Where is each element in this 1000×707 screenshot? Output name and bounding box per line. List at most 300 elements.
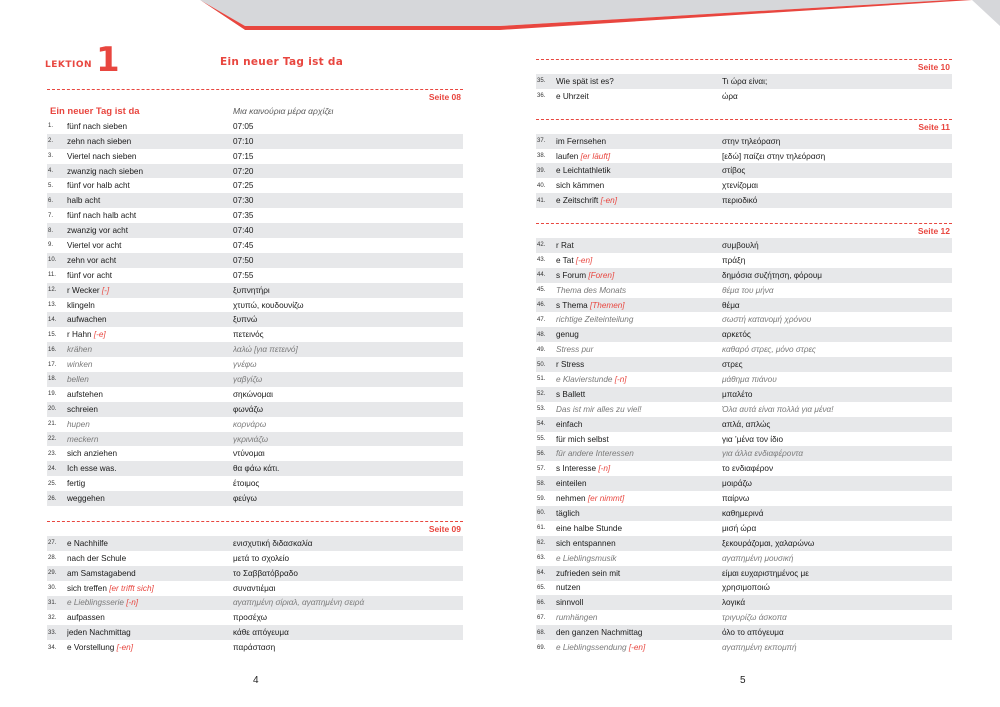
entry-number: 45.	[537, 287, 546, 294]
greek-translation: 07:15	[233, 151, 254, 161]
german-term	[67, 539, 233, 548]
german-term	[67, 643, 233, 652]
vocab-row	[47, 119, 463, 134]
german-word: Ich esse was.	[67, 464, 117, 474]
vocab-row	[536, 298, 952, 313]
german-word: Thema des Monats	[556, 285, 627, 295]
german-term	[67, 196, 233, 205]
greek-translation: φωνάζω	[233, 404, 263, 414]
vocab-row	[536, 610, 952, 625]
german-term	[556, 628, 722, 637]
entry-number: 11.	[48, 272, 56, 279]
greek-translation: στην τηλεόραση	[722, 136, 781, 146]
greek-translation: 07:20	[233, 166, 254, 176]
german-term	[67, 584, 233, 593]
german-word: zwanzig vor acht	[67, 226, 128, 236]
entry-number: 12.	[48, 287, 57, 294]
entry-number: 39.	[537, 167, 546, 174]
entry-number: 23.	[48, 450, 57, 457]
entry-number: 40.	[537, 182, 546, 189]
vocab-row	[536, 89, 952, 104]
german-word: fünf nach halb acht	[67, 211, 137, 221]
entry-number: 31.	[48, 599, 57, 606]
greek-translation: φεύγω	[233, 494, 257, 504]
vocab-row	[536, 253, 952, 268]
greek-translation: πετεινός	[233, 330, 264, 340]
greek-translation: θέμα του μήνα	[722, 285, 774, 295]
entry-number: 5.	[48, 182, 54, 189]
german-term	[556, 166, 722, 175]
greek-translation: ώρα	[722, 91, 738, 101]
german-term	[67, 375, 233, 384]
german-term	[556, 345, 722, 354]
entry-number: 3.	[48, 153, 54, 160]
german-word: r Hahn	[67, 330, 92, 340]
entry-number: 16.	[48, 346, 57, 353]
german-word: richtige Zeiteinteilung	[556, 315, 634, 325]
greek-translation: συμβουλή	[722, 240, 759, 250]
greek-translation: μάθημα πιάνου	[722, 374, 777, 384]
grammar-note: [er trifft sich]	[109, 583, 154, 593]
entry-number: 33.	[48, 629, 57, 636]
greek-translation: λογικά	[722, 598, 746, 608]
vocab-row	[47, 581, 463, 596]
grammar-note: [-en]	[600, 196, 617, 206]
grammar-note: [-n]	[126, 598, 139, 608]
greek-translation: μισή ώρα	[722, 523, 757, 533]
vocab-row	[536, 640, 952, 655]
greek-translation: [εδώ] παίζει στην τηλεόραση	[722, 151, 826, 161]
entry-number: 62.	[537, 540, 546, 547]
greek-translation: ξεκουράζομαι, χαλαρώνω	[722, 538, 815, 548]
vocab-row	[47, 178, 463, 193]
german-word: hupen	[67, 419, 90, 429]
entry-number: 6.	[48, 197, 54, 204]
entry-number: 20.	[48, 406, 57, 413]
german-word: Viertel vor acht	[67, 240, 122, 250]
german-term	[67, 241, 233, 250]
grammar-note: [er nimmt]	[587, 494, 625, 504]
vocab-row	[536, 372, 952, 387]
vocab-row	[536, 268, 952, 283]
greek-translation: λαλώ [για πετεινό]	[233, 345, 298, 355]
vocab-row	[47, 491, 463, 506]
german-word: jeden Nachmittag	[67, 628, 131, 638]
german-word: zwanzig nach sieben	[67, 166, 144, 176]
greek-translation: μπαλέτο	[722, 389, 753, 399]
german-word: e Vorstellung	[67, 643, 115, 653]
german-term	[67, 598, 233, 607]
vocab-row	[536, 506, 952, 521]
entry-number: 41.	[537, 197, 546, 204]
entry-number: 50.	[537, 361, 546, 368]
german-term	[67, 301, 233, 310]
german-word: sinnvoll	[556, 598, 584, 608]
greek-translation: καθαρό στρες, μόνο στρες	[722, 345, 816, 355]
entry-number: 29.	[48, 570, 57, 577]
entry-number: 38.	[537, 153, 546, 159]
vocab-row	[536, 163, 952, 178]
greek-translation: δημόσια συζήτηση, φόρουμ	[722, 270, 823, 280]
vocab-row	[47, 610, 463, 625]
greek-translation: παίρνω	[722, 494, 750, 504]
german-term	[556, 390, 722, 399]
entry-number: 1.	[48, 123, 54, 130]
greek-translation: είμαι ευχαριστημένος με	[722, 568, 809, 578]
greek-translation: ντύνομαι	[233, 449, 265, 459]
grammar-note: [-n]	[614, 374, 627, 384]
german-word: nach der Schule	[67, 553, 127, 563]
entry-number: 28.	[48, 555, 57, 562]
german-word: e Lieblingssendung	[556, 643, 627, 652]
vocab-row	[536, 312, 952, 327]
german-term	[556, 509, 722, 518]
entry-number: 42.	[537, 242, 546, 249]
vocab-row	[47, 461, 463, 476]
german-term	[556, 524, 722, 533]
german-word: e Uhrzeit	[556, 91, 589, 101]
title-german: Ein neuer Tag ist da	[50, 105, 140, 117]
german-word: nutzen	[556, 583, 581, 593]
section-spacer	[536, 208, 952, 223]
german-word: den ganzen Nachmittag	[556, 628, 643, 638]
section-heading: Seite 10	[536, 59, 952, 74]
vocab-row	[536, 521, 952, 536]
vocab-row	[47, 625, 463, 640]
greek-translation: για ’μένα τον ίδιο	[722, 434, 783, 444]
german-term	[556, 405, 722, 414]
greek-translation: χρησιμοποιώ	[722, 583, 770, 593]
grammar-note: [er läuft]	[580, 151, 611, 161]
german-word: s Forum	[556, 270, 587, 280]
greek-translation: ξυπνητήρι	[233, 285, 270, 295]
german-word: e Tat	[556, 255, 574, 265]
vocab-row	[536, 536, 952, 551]
german-term	[67, 167, 233, 176]
german-word: täglich	[556, 508, 580, 518]
german-word: halb acht	[67, 196, 101, 206]
german-word: e Zeitschrift	[556, 196, 599, 206]
greek-translation: κορνάρω	[233, 419, 267, 429]
vocab-row	[536, 357, 952, 372]
greek-translation: 07:40	[233, 226, 254, 236]
vocab-row	[47, 312, 463, 327]
german-term	[556, 315, 722, 324]
german-term	[556, 569, 722, 578]
greek-translation: 07:25	[233, 181, 254, 191]
german-term	[67, 122, 233, 131]
german-term	[556, 301, 722, 310]
greek-translation: ενισχυτική διδασκαλία	[233, 538, 313, 548]
greek-translation: ξυπνώ	[233, 315, 258, 325]
german-word: Wie spät ist es?	[556, 76, 614, 86]
german-word: für andere Interessen	[556, 449, 634, 459]
german-word: sich entspannen	[556, 538, 616, 548]
vocab-row	[536, 238, 952, 253]
vocab-row	[536, 134, 952, 149]
entry-number: 35.	[537, 78, 546, 85]
greek-translation: αγαπημένη σίριαλ, αγαπημένη σειρά	[233, 598, 365, 608]
entry-number: 36.	[537, 93, 546, 100]
section-heading: Seite 11	[536, 119, 952, 134]
greek-translation: πράξη	[722, 255, 746, 265]
greek-translation: καθημερινά	[722, 508, 764, 518]
greek-translation: 07:45	[233, 240, 254, 250]
german-word: Das ist mir alles zu viel!	[556, 404, 642, 414]
german-word: fertig	[67, 479, 86, 489]
vocab-row	[536, 149, 952, 164]
grammar-note: [-en]	[628, 643, 646, 652]
greek-translation: γνέφω	[233, 360, 257, 370]
german-word: r Stress	[556, 360, 585, 370]
entry-number: 21.	[48, 421, 57, 428]
german-term	[67, 330, 233, 339]
german-word: e Nachhilfe	[67, 538, 108, 548]
german-word: nehmen	[556, 494, 586, 504]
german-term	[67, 226, 233, 235]
german-term	[556, 137, 722, 146]
entry-number: 44.	[537, 272, 546, 279]
vocab-row	[47, 208, 463, 223]
greek-translation: 07:30	[233, 196, 254, 206]
vocab-row	[47, 640, 463, 655]
vocab-row	[536, 283, 952, 298]
german-term	[556, 181, 722, 190]
german-term	[556, 583, 722, 592]
german-term	[67, 152, 233, 161]
lesson-label: LEKTION	[45, 60, 93, 70]
german-term	[67, 554, 233, 563]
greek-translation: 07:50	[233, 255, 254, 265]
lesson-number: 1	[96, 40, 120, 80]
german-term	[67, 405, 233, 414]
german-word: sich anziehen	[67, 449, 118, 459]
entry-number: 66.	[537, 599, 546, 606]
entry-number: 60.	[537, 510, 546, 517]
greek-translation: 07:35	[233, 211, 254, 221]
german-term	[556, 77, 722, 86]
german-word: fünf vor halb acht	[67, 181, 130, 191]
entry-number: 24.	[48, 465, 57, 472]
german-term	[556, 613, 722, 622]
vocab-row	[47, 402, 463, 417]
vocab-row	[536, 402, 952, 417]
entry-number: 43.	[537, 257, 546, 264]
german-word: zufrieden sein mit	[556, 568, 621, 578]
greek-translation: μοιράζω	[722, 479, 752, 489]
german-term	[556, 256, 722, 265]
title-greek: Μια καινούρια μέρα αρχίζει	[233, 106, 334, 117]
german-word: am Samstagabend	[67, 568, 136, 578]
entry-number: 37.	[537, 138, 546, 145]
german-word: schreien	[67, 404, 98, 414]
entry-number: 32.	[48, 614, 57, 621]
vocab-list-left	[47, 89, 463, 655]
vocab-row	[47, 342, 463, 357]
german-term	[556, 271, 722, 280]
german-term	[67, 569, 233, 578]
entry-number: 30.	[48, 585, 57, 592]
lesson-title: Ein neuer Tag ist da	[220, 56, 344, 68]
german-word: für mich selbst	[556, 434, 609, 444]
german-word: fünf vor acht	[67, 270, 113, 280]
vocab-row	[536, 327, 952, 342]
vocab-row	[47, 193, 463, 208]
entry-number: 4.	[48, 168, 54, 174]
vocab-row	[47, 536, 463, 551]
vocab-row	[47, 596, 463, 611]
vocab-row	[47, 283, 463, 298]
greek-translation: κάθε απόγευμα	[233, 628, 289, 638]
greek-translation: γαβγίζω	[233, 374, 263, 384]
german-term	[67, 464, 233, 473]
german-term	[556, 449, 722, 458]
entry-number: 51.	[537, 376, 546, 383]
vocab-row	[536, 342, 952, 357]
greek-translation: όλο το απόγευμα	[722, 628, 784, 638]
section-heading: Seite 12	[536, 223, 952, 238]
greek-translation: το ενδιαφέρον	[722, 464, 774, 474]
right-page	[500, 0, 1000, 707]
entry-number: 34.	[48, 644, 57, 651]
german-term	[556, 375, 722, 384]
german-term	[67, 345, 233, 354]
vocab-row	[536, 417, 952, 432]
entry-number: 14.	[48, 316, 57, 323]
entry-number: 67.	[537, 614, 546, 621]
greek-translation: αγαπημένη εκπομπή	[722, 643, 797, 652]
vocab-row	[47, 223, 463, 238]
vocab-row	[47, 357, 463, 372]
german-word: winken	[67, 360, 93, 370]
german-word: sich kämmen	[556, 181, 605, 191]
vocab-row	[536, 387, 952, 402]
german-term	[556, 643, 722, 652]
greek-translation: 07:10	[233, 136, 254, 146]
german-term	[67, 181, 233, 190]
vocab-row	[47, 253, 463, 268]
german-term	[67, 211, 233, 220]
german-word: bellen	[67, 374, 89, 384]
german-term	[67, 420, 233, 429]
vocab-row	[536, 461, 952, 476]
entry-number: 58.	[537, 480, 546, 487]
entry-number: 10.	[48, 257, 57, 264]
german-term	[556, 92, 722, 101]
german-term	[67, 390, 233, 399]
vocab-row	[536, 491, 952, 506]
german-word: zehn vor acht	[67, 255, 117, 265]
german-term	[556, 435, 722, 444]
entry-number: 18.	[48, 376, 57, 383]
entry-number: 17.	[48, 361, 57, 368]
german-term	[67, 628, 233, 637]
entry-number: 69.	[537, 644, 546, 651]
entry-number: 26.	[48, 495, 57, 502]
german-word: s Interesse	[556, 464, 597, 474]
vocab-row	[536, 476, 952, 491]
vocab-row	[536, 551, 952, 566]
german-term	[67, 479, 233, 488]
german-word: Viertel nach sieben	[67, 151, 137, 161]
grammar-note: [-en]	[116, 643, 134, 653]
german-term	[67, 494, 233, 503]
german-term	[556, 554, 722, 563]
german-term	[556, 539, 722, 548]
german-word: aufpassen	[67, 613, 105, 623]
german-word: im Fernsehen	[556, 136, 607, 146]
vocab-row	[47, 476, 463, 491]
german-word: eine halbe Stunde	[556, 523, 623, 533]
vocab-row	[47, 566, 463, 581]
vocab-row	[47, 417, 463, 432]
page-number: 4	[253, 675, 259, 686]
vocab-row	[536, 432, 952, 447]
german-term	[67, 256, 233, 265]
german-word: sich treffen	[67, 583, 107, 593]
vocab-list-right	[536, 59, 952, 655]
entry-number: 2.	[48, 138, 54, 145]
entry-number: 7.	[48, 212, 54, 219]
vocab-row	[47, 327, 463, 342]
entry-number: 54.	[537, 421, 546, 428]
greek-translation: σηκώνομαι	[233, 389, 273, 399]
german-term	[556, 464, 722, 473]
german-word: einfach	[556, 419, 583, 429]
section-spacer	[47, 506, 463, 521]
german-term	[67, 449, 233, 458]
grammar-note: [-en]	[575, 255, 593, 265]
entry-number: 27.	[48, 540, 57, 547]
grammar-note: [-]	[101, 285, 110, 295]
greek-translation: για άλλα ενδιαφέροντα	[722, 449, 804, 459]
german-word: laufen	[556, 151, 579, 161]
greek-translation: στρες	[722, 360, 743, 370]
vocab-row	[47, 432, 463, 447]
german-word: Stress pur	[556, 345, 594, 355]
vocab-title-row	[47, 104, 463, 119]
entry-number: 56.	[537, 450, 546, 457]
entry-number: 53.	[537, 406, 546, 413]
vocab-row	[47, 372, 463, 387]
entry-number: 57.	[537, 465, 546, 472]
entry-number: 13.	[48, 302, 57, 309]
greek-translation: αγαπημένη μουσική	[722, 553, 794, 563]
entry-number: 15.	[48, 331, 57, 338]
german-term	[556, 286, 722, 295]
german-term	[67, 613, 233, 622]
grammar-note: [Themen]	[589, 300, 625, 310]
vocab-row	[47, 387, 463, 402]
vocab-row	[536, 566, 952, 581]
german-term	[556, 152, 722, 161]
entry-number: 65.	[537, 584, 546, 591]
german-word: aufstehen	[67, 389, 103, 399]
german-term	[556, 196, 722, 205]
german-word: krähen	[67, 345, 93, 355]
greek-translation: αρκετός	[722, 330, 751, 340]
german-word: aufwachen	[67, 315, 107, 325]
german-word: s Thema	[556, 300, 588, 310]
german-term	[556, 241, 722, 250]
german-term	[67, 286, 233, 295]
german-word: meckern	[67, 434, 99, 444]
grammar-note: [Foren]	[588, 270, 615, 280]
vocab-row	[47, 134, 463, 149]
greek-translation: τριγυρίζω άσκοπα	[722, 613, 787, 623]
german-term	[67, 435, 233, 444]
greek-translation: συναντιέμαι	[233, 583, 276, 593]
